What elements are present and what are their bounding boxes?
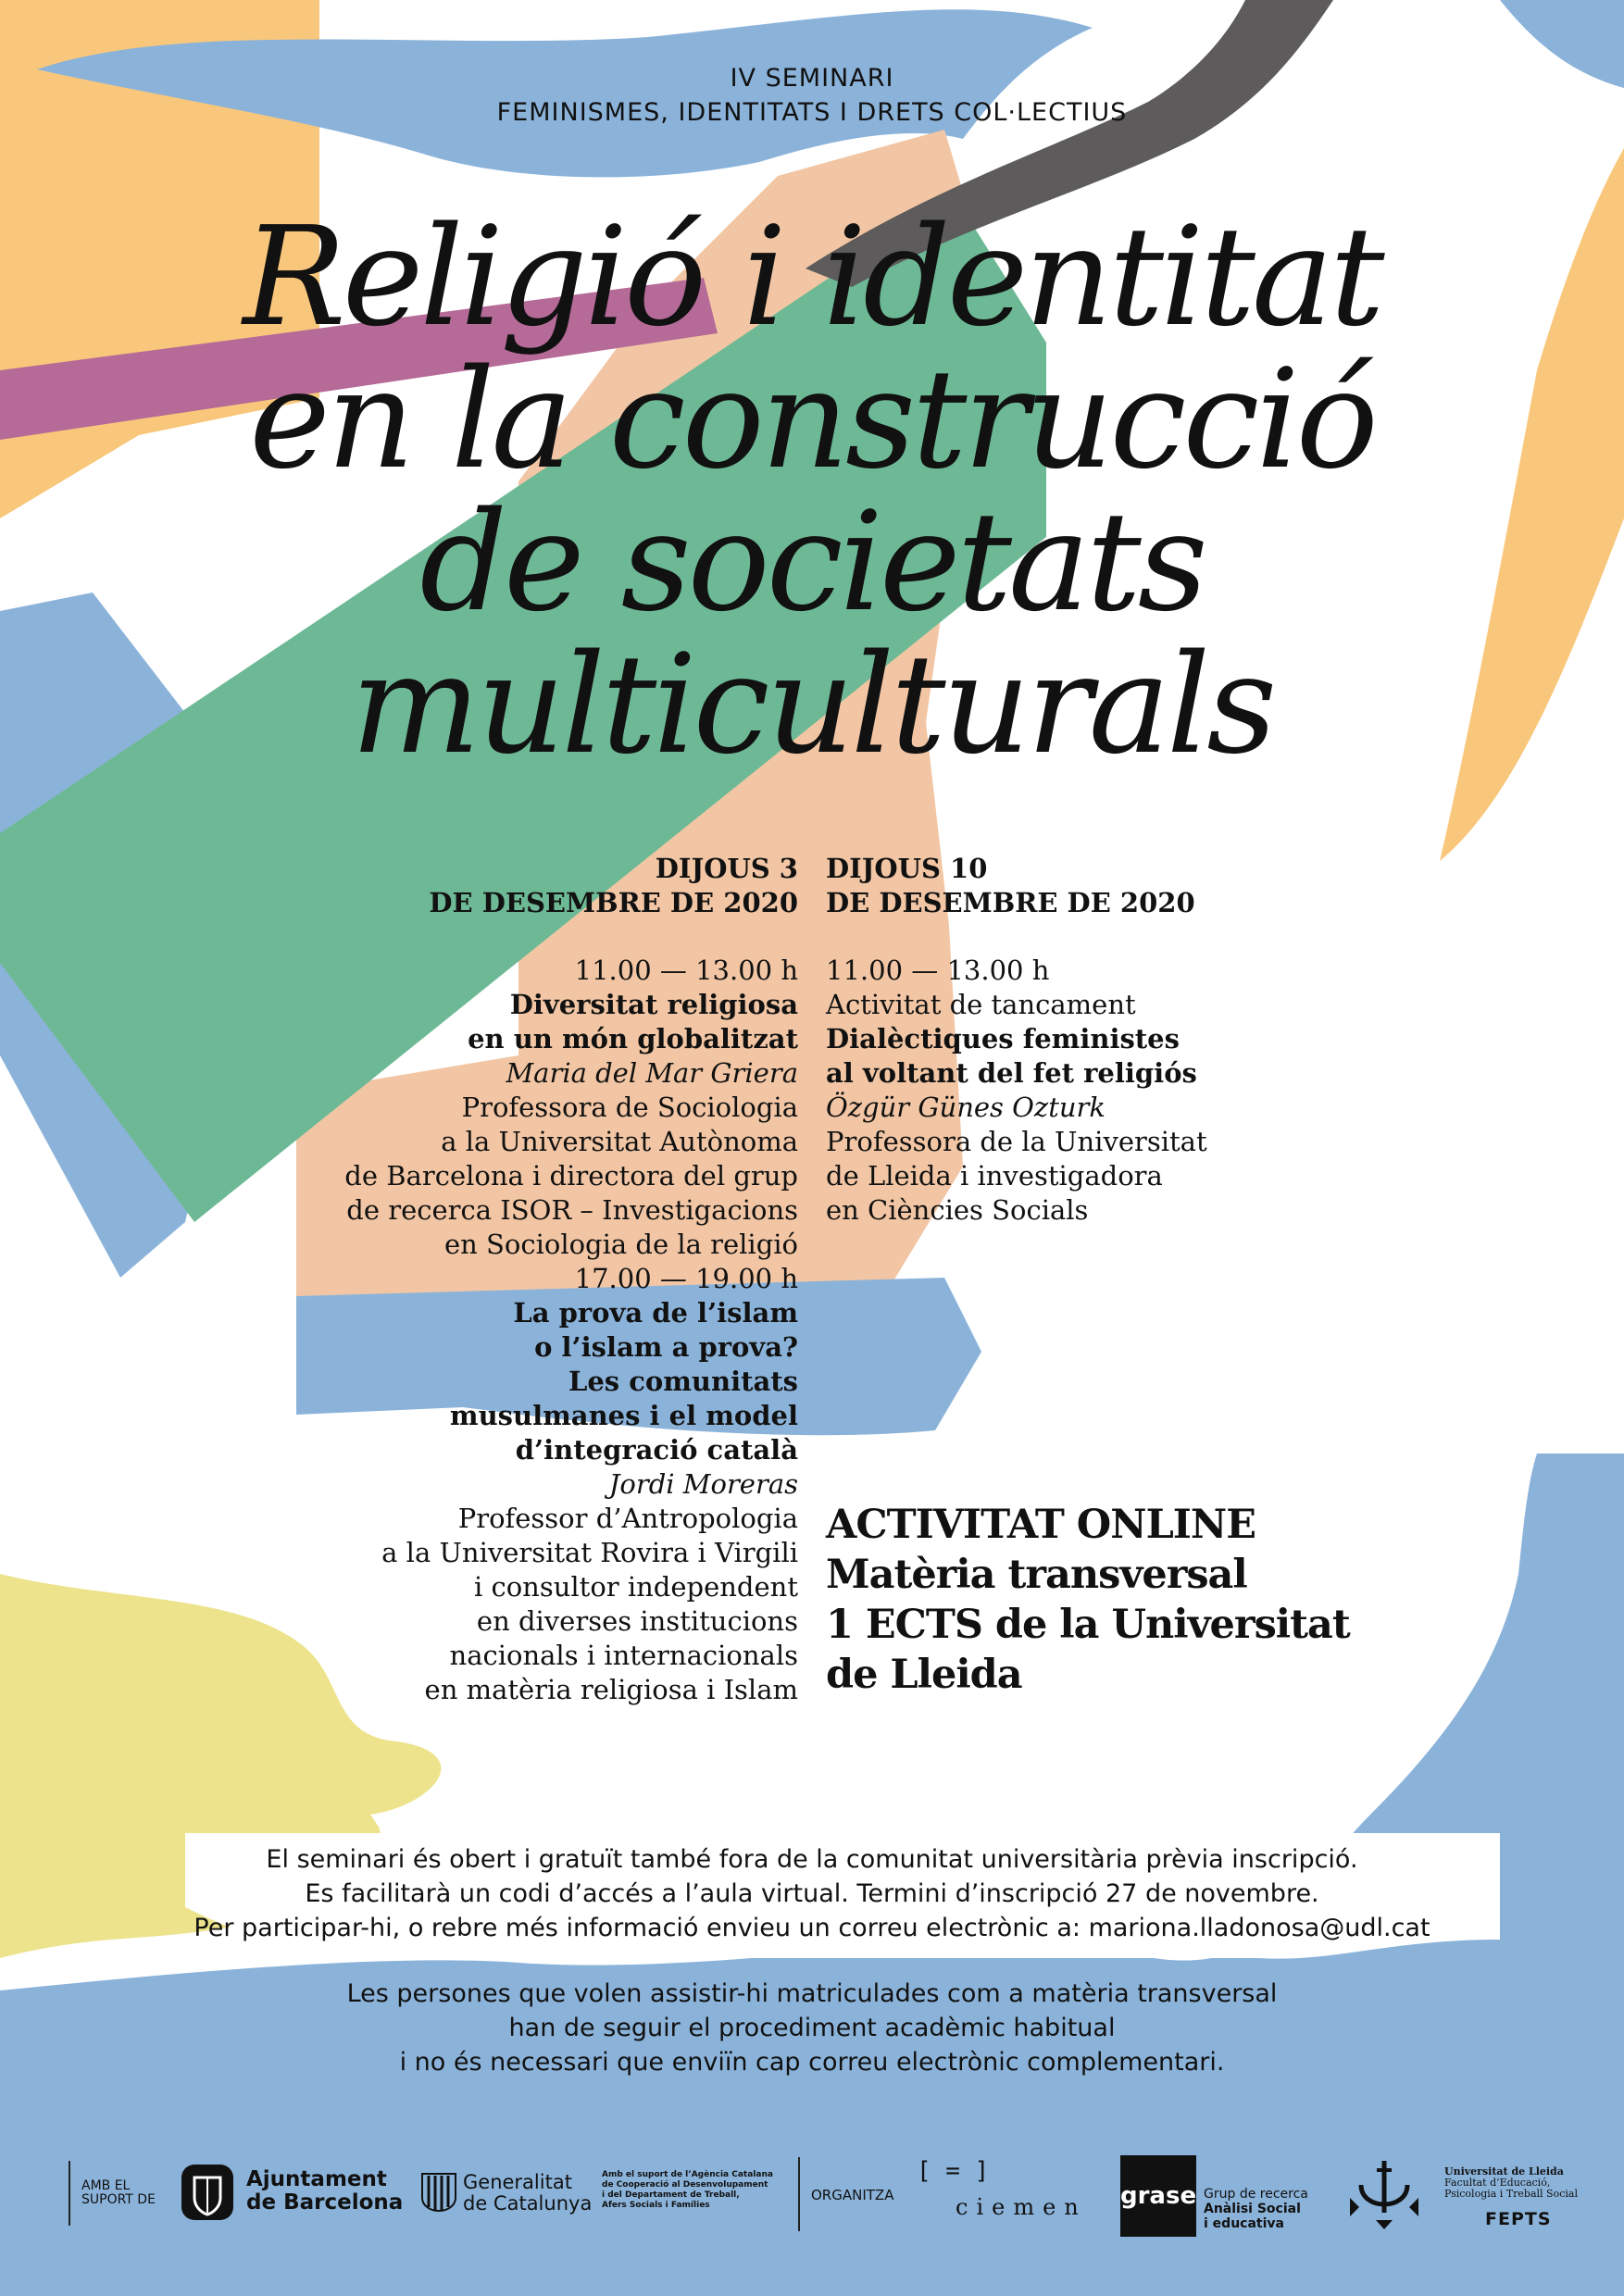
title-line-4: multiculturals [350, 625, 1274, 784]
online-line-1: ACTIVITAT ONLINE [826, 1502, 1255, 1548]
ajuntament-line-1: Ajuntament [246, 2167, 387, 2191]
agencia-text [602, 2170, 773, 2211]
info2-line-3: i no és necessari que enviïn cap correu electrònic complementari. [399, 2048, 1225, 2077]
day2-session1-title-line-1: Dialèctiques feministes [826, 1023, 1180, 1054]
info2-line-2: han de seguir el procediment acadèmic habitual [508, 2014, 1116, 2042]
day2-session1-bio-line: de Lleida i investigadora [826, 1160, 1163, 1192]
generalitat-name [463, 2172, 592, 2215]
ajuntament-line-2: de Barcelona [246, 2190, 404, 2215]
generalitat-flag-icon [420, 2172, 457, 2213]
day1-session1-bio-line: de recerca ISOR – Investigacions [346, 1194, 798, 1226]
day1-session2-title-line: musulmanes i el model [449, 1400, 798, 1431]
day1-date-line-1: DIJOUS 3 [655, 853, 798, 884]
online-line-3: 1 ECTS de la Universitat [826, 1602, 1350, 1648]
day1-session2-title-line: o l’islam a prova? [534, 1331, 798, 1363]
grase-logo: grase [1120, 2155, 1196, 2237]
day1-date-line-2: DE DESEMBRE DE 2020 [429, 887, 798, 918]
day1-session2-bio-line: nacionals i internacionals [449, 1640, 798, 1671]
title-line-3: de societats [419, 482, 1205, 642]
generalitat-line-2: de Catalunya [463, 2192, 593, 2215]
agencia-line: de Cooperació al Desenvolupament [602, 2180, 768, 2190]
day1-session2-bio-line: en diverses institucions [476, 1605, 798, 1637]
day1-session2-bio-line: Professor d’Antropologia [457, 1503, 798, 1534]
ajuntament-shield-icon [181, 2165, 233, 2220]
day2-session1-bio-line: en Ciències Socials [826, 1194, 1089, 1226]
day1-session2-bio-line: a la Universitat Rovira i Virgili [381, 1537, 798, 1568]
day1-session1-bio-line: en Sociologia de la religió [443, 1229, 798, 1260]
sponsor-logos [0, 2148, 1624, 2250]
agencia-line: Afers Socials i Famílies [602, 2201, 710, 2210]
day1-session1-title-line-1: Diversitat religiosa [509, 989, 798, 1020]
udl-line-3: Psicologia i Treball Social [1444, 2188, 1578, 2200]
info2-line-1: Les persones que volen assistir-hi matriculades com a matèria transversal [346, 1979, 1278, 2008]
day1-session2-speaker: Jordi Moreras [608, 1468, 798, 1500]
generalitat-line-1: Generalitat [463, 2171, 572, 2193]
support-label [81, 2179, 156, 2207]
online-activity-block [826, 1500, 1350, 1700]
grase-line-3: i educativa [1204, 2216, 1284, 2231]
grase-line-2: Anàlisi Social [1204, 2202, 1301, 2216]
info-line-2: Es facilitarà un codi d’accés a l’aula virtual. Termini d’inscripció 27 de novembre. [305, 1879, 1319, 1908]
day1-session2-title-line: d’integració català [515, 1434, 798, 1466]
fepts-logo: FEPTS [1485, 2209, 1552, 2229]
day1-session2-title-line: Les comunitats [568, 1366, 798, 1397]
enrollment-info [0, 1977, 1624, 2079]
udl-line-1: Universitat de Lleida [1444, 2165, 1564, 2177]
day2-session1-bio-line: Professora de la Universitat [826, 1126, 1207, 1157]
info-line-3: Per participar-hi, o rebre més informació envieu un correu electrònic a: mariona.lladonosa@udl.cat [194, 1914, 1430, 1942]
online-line-2: Matèria transversal [826, 1552, 1247, 1598]
udl-emblem-icon [1343, 2157, 1426, 2231]
day1-session1-bio-line: de Barcelona i directora del grup [344, 1160, 798, 1192]
agencia-line: i del Departament de Treball, [602, 2190, 740, 2200]
agencia-line: Amb el suport de l’Agència Catalana [602, 2170, 773, 2179]
main-title [0, 197, 1624, 784]
udl-line-2: Facultat d’Educació, [1444, 2177, 1551, 2189]
ciemen-name: ciemen [956, 2194, 1087, 2220]
day2-date-line-2: DE DESEMBRE DE 2020 [826, 887, 1195, 918]
header-line-2: FEMINISMES, IDENTITATS I DRETS COL·LECTIUS [496, 98, 1128, 127]
title-line-1: Religió i identitat [243, 197, 1381, 356]
day1-session2-bio-line: i consultor independent [473, 1571, 798, 1603]
day1-session1-speaker: Maria del Mar Griera [506, 1057, 798, 1089]
seminar-header [0, 61, 1624, 130]
udl-text [1444, 2166, 1578, 2200]
ajuntament-name [246, 2168, 403, 2215]
day1-session1-bio-line: a la Universitat Autònoma [441, 1126, 798, 1157]
grase-line-1: Grup de recerca [1204, 2187, 1308, 2202]
info-line-1: El seminari és obert i gratuït també fora de la comunitat universitària prèvia inscripció. [266, 1845, 1358, 1874]
day1-session1-title-line-2: en un món globalitzat [468, 1023, 798, 1054]
support-label-line-1: AMB EL [81, 2178, 131, 2193]
day2-session1-time: 11.00 — 13.00 h [826, 955, 1050, 986]
day1-session2-title-line: La prova de l’islam [513, 1297, 798, 1329]
header-line-1: IV SEMINARI [730, 64, 894, 93]
day2-session1-subtitle: Activitat de tancament [826, 989, 1136, 1020]
grase-text [1204, 2187, 1308, 2231]
day1-column [278, 852, 798, 1707]
title-line-2: en la construcció [249, 340, 1375, 499]
day2-session1-speaker: Özgür Günes Ozturk [826, 1092, 1106, 1123]
day1-session1-bio-line: Professora de Sociologia [461, 1092, 798, 1123]
day2-column [826, 852, 1344, 1228]
day2-date-line-1: DIJOUS 10 [826, 853, 988, 884]
day1-session2-time: 17.00 — 19.00 h [574, 1263, 798, 1294]
ciemen-mark: [ = ] [917, 2157, 990, 2185]
day1-session2-bio-line: en matèria religiosa i Islam [424, 1674, 798, 1705]
day2-session1-title-line-2: al voltant del fet religiós [826, 1057, 1197, 1089]
online-line-4: de Lleida [826, 1652, 1022, 1698]
support-label-line-2: SUPORT DE [81, 2192, 156, 2207]
registration-info [0, 1842, 1624, 1945]
organitza-label: ORGANITZA [811, 2187, 894, 2203]
day1-session1-time: 11.00 — 13.00 h [574, 955, 798, 986]
